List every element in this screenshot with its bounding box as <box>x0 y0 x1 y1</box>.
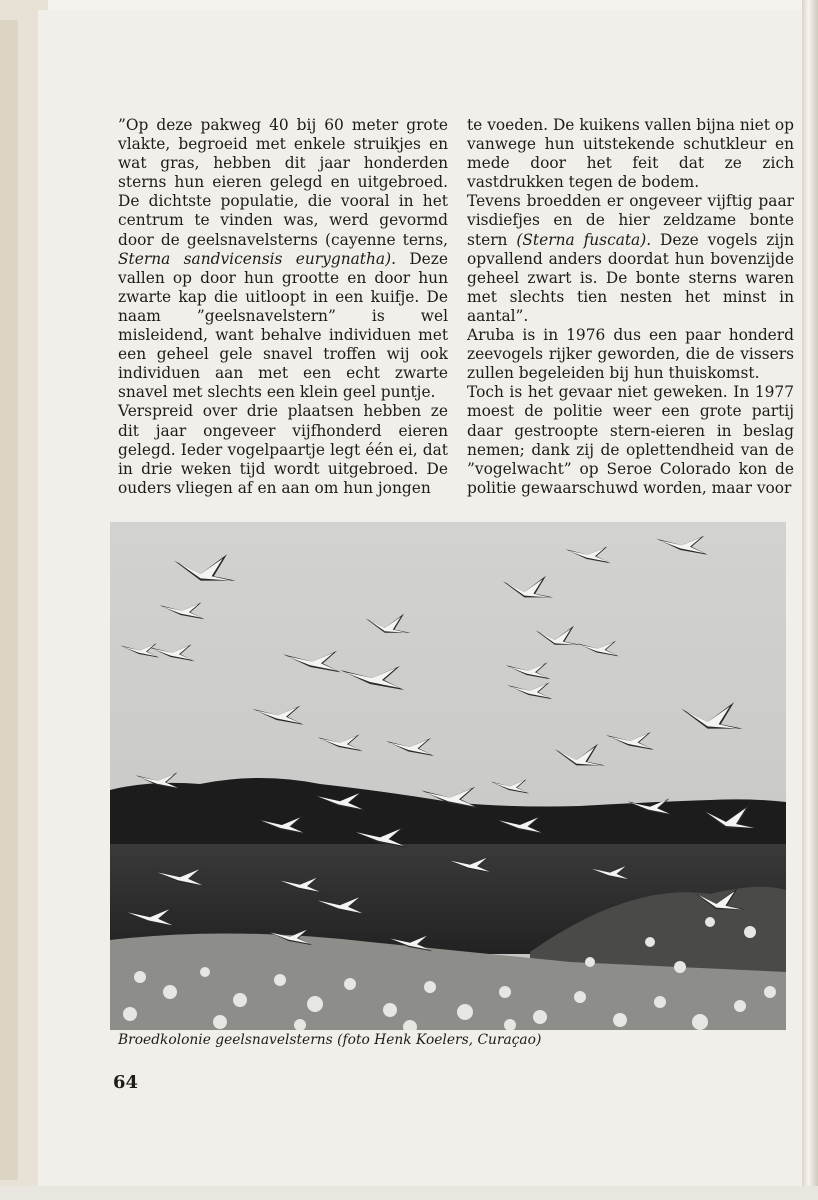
paragraph <box>467 192 794 326</box>
bottom-shadow <box>0 1186 818 1200</box>
paragraph: Toch is het gevaar niet geweken. In 1977 moest de politie weer een grote partij daar gestroopte stern-eieren in beslag nemen; dank zij de oplettendheid van de ”vogelwacht” op Seroe Colorado kon de politie gewaarschuwd worden, maar voor <box>467 383 794 497</box>
paragraph: Aruba is in 1976 dus een paar honderd zeevogels rijker geworden, die de vissers zullen begeleiden bij hun thuiskomst. <box>467 326 794 383</box>
text-run: Deze vallen op door hun grootte en door hun zwarte kap die uitloopt in een kuifje. De naam ”geelsnavelstern” is wel misleidend, want behalve individuen met een geheel gele snavel troffen wij ook individuen aan met een echt zwarte snavel met slechts een klein geel puntje. <box>118 249 448 402</box>
paragraph: te voeden. De kuikens vallen bijna niet op vanwege hun uitstekende schutkleur en mede door het feit dat ze zich vastdrukken tegen de bodem. <box>467 116 794 192</box>
paragraph: Verspreid over drie plaatsen hebben ze dit jaar ongeveer vijfhonderd eieren gelegd. Ieder vogelpaartje legt één ei, dat in drie weken tijd wordt uitgebroed. De ouders vliegen af en aan om hun jongen <box>118 402 448 497</box>
page-number: 64 <box>113 1072 139 1093</box>
text-run: Deze vogels zijn opvallend anders doordat hun bovenzijde geheel zwart is. De bonte sterns waren met slechts tien nesten het minst in aantal”. <box>467 230 794 325</box>
species-name: (Sterna fuscata). <box>516 230 652 249</box>
page-stack-edge <box>802 0 818 1200</box>
photo-caption: Broedkolonie geelsnavelsterns (foto Henk Koelers, Curaçao) <box>118 1032 542 1048</box>
text-column-right <box>467 116 794 498</box>
tern-colony-photo <box>110 522 786 1030</box>
species-name: Sterna sandvicensis eurygnatha). <box>118 249 396 268</box>
paragraph <box>118 116 448 402</box>
text-run: Tevens broedden er ongeveer vijftig paar visdiefjes en de hier zeldzame bonte stern <box>467 192 794 249</box>
text-column-left <box>118 116 448 498</box>
book-spine-shadow <box>0 20 18 1180</box>
text-run: ”Op deze pakweg 40 bij 60 meter grote vlakte, begroeid met enkele struikjes en wat gras, hebben dit jaar honderden sterns hun eieren gelegd en uitgebroed. De dichtste populatie, die vooral in het centrum te vinden was, werd gevormd door de geelsnavelsterns (cayenne terns, <box>118 116 448 249</box>
